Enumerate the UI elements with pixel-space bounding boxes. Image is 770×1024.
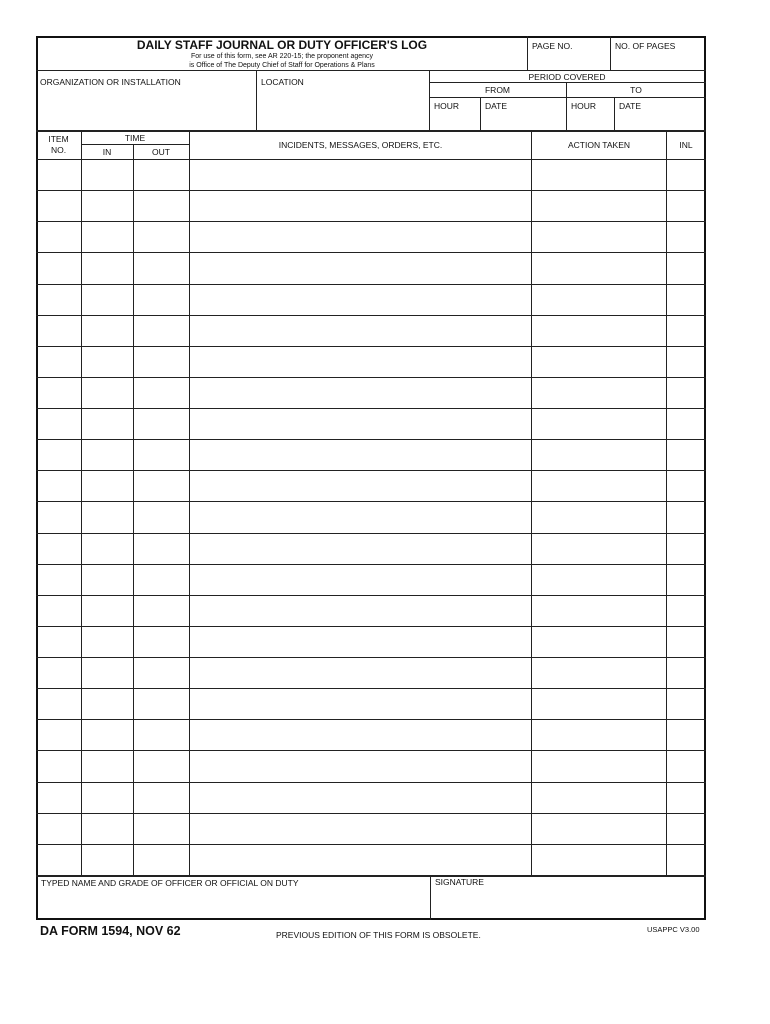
row-time-out-cell[interactable] bbox=[134, 191, 189, 221]
row-time-in-cell[interactable] bbox=[82, 409, 133, 439]
typed-name-label: TYPED NAME AND GRADE OF OFFICER OR OFFICIAL ON DUTY bbox=[41, 878, 299, 888]
row-action-taken-cell[interactable] bbox=[532, 720, 666, 750]
row-action-taken-cell[interactable] bbox=[532, 502, 666, 532]
row-item-no-cell[interactable] bbox=[37, 720, 81, 750]
page-no-label: PAGE NO. bbox=[532, 41, 573, 51]
row-item-no-cell[interactable] bbox=[37, 534, 81, 564]
row-time-out-cell[interactable] bbox=[134, 534, 189, 564]
row-action-taken-cell[interactable] bbox=[532, 160, 666, 190]
row-time-out-cell[interactable] bbox=[134, 627, 189, 657]
row-time-out-cell[interactable] bbox=[134, 720, 189, 750]
row-time-in-cell[interactable] bbox=[82, 222, 133, 252]
row-incidents-cell[interactable] bbox=[190, 502, 531, 532]
organization-field[interactable] bbox=[37, 90, 255, 129]
row-inl-cell[interactable] bbox=[667, 845, 705, 875]
divider bbox=[36, 875, 706, 877]
row-action-taken-cell[interactable] bbox=[532, 845, 666, 875]
row-incidents-cell[interactable] bbox=[190, 783, 531, 813]
row-time-in-cell[interactable] bbox=[82, 191, 133, 221]
row-inl-cell[interactable] bbox=[667, 658, 705, 688]
row-time-in-cell[interactable] bbox=[82, 347, 133, 377]
divider bbox=[429, 97, 706, 98]
row-inl-cell[interactable] bbox=[667, 471, 705, 501]
row-time-out-cell[interactable] bbox=[134, 440, 189, 470]
row-item-no-cell[interactable] bbox=[37, 440, 81, 470]
row-time-out-cell[interactable] bbox=[134, 160, 189, 190]
row-time-out-cell[interactable] bbox=[134, 814, 189, 844]
row-incidents-cell[interactable] bbox=[190, 285, 531, 315]
incidents-label: INCIDENTS, MESSAGES, ORDERS, ETC. bbox=[278, 140, 443, 150]
divider bbox=[81, 144, 190, 145]
row-incidents-cell[interactable] bbox=[190, 378, 531, 408]
previous-edition-note: PREVIOUS EDITION OF THIS FORM IS OBSOLETE. bbox=[276, 930, 481, 940]
to-date-label: DATE bbox=[619, 101, 642, 111]
row-action-taken-cell[interactable] bbox=[532, 689, 666, 719]
row-inl-cell[interactable] bbox=[667, 440, 705, 470]
row-incidents-cell[interactable] bbox=[190, 751, 531, 781]
row-time-out-cell[interactable] bbox=[134, 845, 189, 875]
row-item-no-cell[interactable] bbox=[37, 253, 81, 283]
row-incidents-cell[interactable] bbox=[190, 596, 531, 626]
row-inl-cell[interactable] bbox=[667, 222, 705, 252]
row-action-taken-cell[interactable] bbox=[532, 534, 666, 564]
from-hour-field[interactable] bbox=[430, 112, 480, 129]
form-title: DAILY STAFF JOURNAL OR DUTY OFFICER'S LOG bbox=[136, 38, 428, 52]
row-action-taken-cell[interactable] bbox=[532, 191, 666, 221]
row-time-in-cell[interactable] bbox=[82, 689, 133, 719]
from-date-label: DATE bbox=[485, 101, 508, 111]
no-of-pages-field[interactable] bbox=[611, 52, 705, 70]
row-inl-cell[interactable] bbox=[667, 253, 705, 283]
page-no-field[interactable] bbox=[528, 52, 610, 70]
row-incidents-cell[interactable] bbox=[190, 316, 531, 346]
time-in-label: IN bbox=[102, 147, 112, 157]
row-time-out-cell[interactable] bbox=[134, 502, 189, 532]
row-time-in-cell[interactable] bbox=[82, 316, 133, 346]
from-date-field[interactable] bbox=[481, 112, 566, 129]
row-time-out-cell[interactable] bbox=[134, 378, 189, 408]
to-hour-field[interactable] bbox=[567, 112, 614, 129]
row-item-no-cell[interactable] bbox=[37, 565, 81, 595]
row-time-out-cell[interactable] bbox=[134, 222, 189, 252]
row-incidents-cell[interactable] bbox=[190, 440, 531, 470]
row-time-out-cell[interactable] bbox=[134, 471, 189, 501]
row-inl-cell[interactable] bbox=[667, 689, 705, 719]
divider bbox=[36, 130, 706, 132]
row-inl-cell[interactable] bbox=[667, 316, 705, 346]
row-action-taken-cell[interactable] bbox=[532, 565, 666, 595]
row-inl-cell[interactable] bbox=[667, 596, 705, 626]
row-action-taken-cell[interactable] bbox=[532, 783, 666, 813]
row-item-no-cell[interactable] bbox=[37, 285, 81, 315]
row-inl-cell[interactable] bbox=[667, 347, 705, 377]
row-incidents-cell[interactable] bbox=[190, 845, 531, 875]
row-time-in-cell[interactable] bbox=[82, 627, 133, 657]
row-incidents-cell[interactable] bbox=[190, 222, 531, 252]
row-item-no-cell[interactable] bbox=[37, 627, 81, 657]
row-incidents-cell[interactable] bbox=[190, 565, 531, 595]
row-incidents-cell[interactable] bbox=[190, 534, 531, 564]
divider bbox=[133, 144, 134, 875]
row-time-in-cell[interactable] bbox=[82, 814, 133, 844]
time-out-label: OUT bbox=[152, 147, 170, 157]
row-action-taken-cell[interactable] bbox=[532, 253, 666, 283]
row-time-in-cell[interactable] bbox=[82, 596, 133, 626]
row-inl-cell[interactable] bbox=[667, 783, 705, 813]
row-time-out-cell[interactable] bbox=[134, 596, 189, 626]
divider bbox=[189, 130, 190, 875]
row-action-taken-cell[interactable] bbox=[532, 347, 666, 377]
row-time-out-cell[interactable] bbox=[134, 253, 189, 283]
form-subtitle-line2: is Office of The Deputy Chief of Staff for Operations & Plans bbox=[189, 62, 375, 69]
row-time-in-cell[interactable] bbox=[82, 160, 133, 190]
to-label: TO bbox=[630, 85, 642, 95]
row-time-in-cell[interactable] bbox=[82, 783, 133, 813]
row-item-no-cell[interactable] bbox=[37, 409, 81, 439]
row-time-in-cell[interactable] bbox=[82, 440, 133, 470]
signature-field[interactable] bbox=[431, 890, 705, 918]
row-time-in-cell[interactable] bbox=[82, 502, 133, 532]
row-action-taken-cell[interactable] bbox=[532, 658, 666, 688]
typed-name-field[interactable] bbox=[37, 890, 429, 918]
row-time-in-cell[interactable] bbox=[82, 253, 133, 283]
row-time-out-cell[interactable] bbox=[134, 689, 189, 719]
location-label: LOCATION bbox=[261, 77, 304, 87]
row-time-out-cell[interactable] bbox=[134, 285, 189, 315]
period-covered-label: PERIOD COVERED bbox=[528, 72, 606, 82]
row-inl-cell[interactable] bbox=[667, 285, 705, 315]
row-item-no-cell[interactable] bbox=[37, 689, 81, 719]
row-time-out-cell[interactable] bbox=[134, 783, 189, 813]
row-time-out-cell[interactable] bbox=[134, 316, 189, 346]
row-incidents-cell[interactable] bbox=[190, 347, 531, 377]
row-item-no-cell[interactable] bbox=[37, 596, 81, 626]
row-incidents-cell[interactable] bbox=[190, 253, 531, 283]
row-time-out-cell[interactable] bbox=[134, 658, 189, 688]
row-time-in-cell[interactable] bbox=[82, 751, 133, 781]
form-version: USAPPC V3.00 bbox=[647, 925, 700, 934]
row-item-no-cell[interactable] bbox=[37, 316, 81, 346]
row-inl-cell[interactable] bbox=[667, 720, 705, 750]
divider bbox=[531, 130, 532, 875]
row-action-taken-cell[interactable] bbox=[532, 378, 666, 408]
row-inl-cell[interactable] bbox=[667, 378, 705, 408]
row-time-in-cell[interactable] bbox=[82, 471, 133, 501]
row-item-no-cell[interactable] bbox=[37, 191, 81, 221]
row-inl-cell[interactable] bbox=[667, 751, 705, 781]
row-time-out-cell[interactable] bbox=[134, 347, 189, 377]
row-action-taken-cell[interactable] bbox=[532, 596, 666, 626]
row-item-no-cell[interactable] bbox=[37, 502, 81, 532]
action-taken-label: ACTION TAKEN bbox=[567, 140, 631, 150]
inl-label: INL bbox=[679, 140, 693, 150]
row-time-in-cell[interactable] bbox=[82, 658, 133, 688]
row-time-in-cell[interactable] bbox=[82, 720, 133, 750]
from-label: FROM bbox=[484, 85, 511, 95]
form-number: DA FORM 1594, NOV 62 bbox=[40, 924, 181, 938]
row-item-no-cell[interactable] bbox=[37, 471, 81, 501]
row-item-no-cell[interactable] bbox=[37, 783, 81, 813]
row-action-taken-cell[interactable] bbox=[532, 409, 666, 439]
no-of-pages-label: NO. OF PAGES bbox=[615, 41, 676, 51]
divider bbox=[666, 130, 667, 875]
divider bbox=[429, 82, 706, 83]
row-inl-cell[interactable] bbox=[667, 502, 705, 532]
row-time-in-cell[interactable] bbox=[82, 534, 133, 564]
row-incidents-cell[interactable] bbox=[190, 160, 531, 190]
divider bbox=[36, 70, 706, 71]
row-inl-cell[interactable] bbox=[667, 191, 705, 221]
row-time-in-cell[interactable] bbox=[82, 378, 133, 408]
row-item-no-cell[interactable] bbox=[37, 160, 81, 190]
row-incidents-cell[interactable] bbox=[190, 689, 531, 719]
row-item-no-cell[interactable] bbox=[37, 845, 81, 875]
row-incidents-cell[interactable] bbox=[190, 814, 531, 844]
row-item-no-cell[interactable] bbox=[37, 814, 81, 844]
row-item-no-cell[interactable] bbox=[37, 378, 81, 408]
row-item-no-cell[interactable] bbox=[37, 222, 81, 252]
row-action-taken-cell[interactable] bbox=[532, 285, 666, 315]
item-no-label-line2: NO. bbox=[50, 145, 67, 155]
form-subtitle-line1: For use of this form, see AR 220-15; the proponent agency bbox=[190, 53, 374, 60]
row-action-taken-cell[interactable] bbox=[532, 316, 666, 346]
row-action-taken-cell[interactable] bbox=[532, 751, 666, 781]
row-inl-cell[interactable] bbox=[667, 160, 705, 190]
row-action-taken-cell[interactable] bbox=[532, 222, 666, 252]
row-item-no-cell[interactable] bbox=[37, 751, 81, 781]
row-inl-cell[interactable] bbox=[667, 565, 705, 595]
row-item-no-cell[interactable] bbox=[37, 347, 81, 377]
row-time-in-cell[interactable] bbox=[82, 565, 133, 595]
row-action-taken-cell[interactable] bbox=[532, 627, 666, 657]
row-time-in-cell[interactable] bbox=[82, 845, 133, 875]
organization-label: ORGANIZATION OR INSTALLATION bbox=[40, 77, 181, 87]
signature-label: SIGNATURE bbox=[435, 877, 484, 887]
row-action-taken-cell[interactable] bbox=[532, 471, 666, 501]
row-time-out-cell[interactable] bbox=[134, 565, 189, 595]
row-incidents-cell[interactable] bbox=[190, 191, 531, 221]
from-hour-label: HOUR bbox=[434, 101, 460, 111]
row-time-out-cell[interactable] bbox=[134, 409, 189, 439]
row-action-taken-cell[interactable] bbox=[532, 440, 666, 470]
row-incidents-cell[interactable] bbox=[190, 658, 531, 688]
to-hour-label: HOUR bbox=[571, 101, 597, 111]
row-incidents-cell[interactable] bbox=[190, 409, 531, 439]
row-inl-cell[interactable] bbox=[667, 534, 705, 564]
time-label: TIME bbox=[124, 133, 146, 143]
row-item-no-cell[interactable] bbox=[37, 658, 81, 688]
row-inl-cell[interactable] bbox=[667, 627, 705, 657]
item-no-label-line1: ITEM bbox=[48, 134, 69, 144]
to-date-field[interactable] bbox=[615, 112, 705, 129]
location-field[interactable] bbox=[257, 90, 428, 129]
row-incidents-cell[interactable] bbox=[190, 627, 531, 657]
divider bbox=[81, 130, 82, 875]
row-incidents-cell[interactable] bbox=[190, 720, 531, 750]
row-time-out-cell[interactable] bbox=[134, 751, 189, 781]
row-time-in-cell[interactable] bbox=[82, 285, 133, 315]
row-incidents-cell[interactable] bbox=[190, 471, 531, 501]
row-inl-cell[interactable] bbox=[667, 814, 705, 844]
row-action-taken-cell[interactable] bbox=[532, 814, 666, 844]
row-inl-cell[interactable] bbox=[667, 409, 705, 439]
